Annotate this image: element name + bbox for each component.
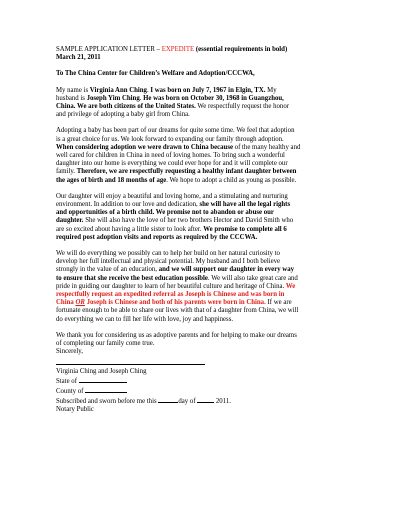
text-run: Therefore, we are respectfully requesting a healthy infant daughter between bbox=[76, 168, 297, 176]
text-line bbox=[56, 177, 344, 185]
text-run: strongly in the value of an education, bbox=[56, 266, 159, 274]
text-run: He was born on October 30, 1968 in Guangzhou, bbox=[143, 94, 284, 102]
text-run: of completing our family come true. bbox=[56, 340, 155, 348]
text-run: . We hope to adopt a child as young as possible. bbox=[166, 176, 297, 184]
text-line bbox=[56, 226, 344, 234]
text-run: We will do everything we possibly can to help her build on her natural curiosity to bbox=[56, 250, 280, 258]
text-run: (essential requirements in bold) bbox=[194, 46, 288, 53]
text-line bbox=[56, 283, 344, 291]
notary-public-label bbox=[56, 406, 344, 414]
paragraph-adoption-dream bbox=[56, 127, 344, 184]
text-run: We bbox=[285, 282, 296, 290]
text-line bbox=[56, 258, 344, 266]
text-run: State of bbox=[56, 377, 79, 385]
text-run: SAMPLE APPLICATION LETTER – bbox=[56, 46, 162, 53]
text-run: County of bbox=[56, 387, 86, 395]
text-run: husband is bbox=[56, 94, 87, 102]
sign-off bbox=[56, 348, 344, 356]
text-run: If we are bbox=[265, 299, 292, 307]
text-line bbox=[56, 87, 344, 95]
text-run: My name is bbox=[56, 86, 90, 94]
text-run: Joseph is Chinese and both of his parents were born in China. bbox=[84, 299, 266, 307]
text-line bbox=[56, 193, 344, 201]
text-line bbox=[56, 95, 344, 103]
text-run: family. bbox=[56, 168, 77, 176]
letter-title bbox=[56, 46, 344, 54]
paragraph-home bbox=[56, 193, 344, 242]
text-line bbox=[56, 127, 344, 135]
text-run: We respectfully request the honor bbox=[195, 103, 289, 111]
text-run: Sincerely, bbox=[56, 348, 83, 356]
notary-block bbox=[56, 368, 344, 415]
expedite-label: EXPEDITE bbox=[161, 46, 195, 53]
text-line bbox=[56, 299, 344, 307]
month-blank[interactable] bbox=[197, 396, 214, 403]
text-line bbox=[56, 201, 344, 209]
text-run: daughter. bbox=[56, 217, 84, 225]
text-line bbox=[56, 217, 344, 225]
text-run: to ensure that she receive the best education possible bbox=[56, 274, 208, 282]
text-run: develop her full intellectual and physical potential. My husband and I both believe bbox=[56, 258, 281, 266]
text-run: 2011. bbox=[214, 398, 231, 406]
text-run: the ages of birth and 18 months of age bbox=[56, 176, 167, 184]
text-run: Subscribed and sworn before me this bbox=[56, 398, 159, 406]
text-line bbox=[56, 168, 344, 176]
county-blank[interactable] bbox=[85, 386, 127, 393]
paragraph-education bbox=[56, 250, 344, 324]
sworn-line bbox=[56, 396, 344, 406]
paragraph-intro bbox=[56, 87, 344, 120]
text-run: She will also have the love of her two brothers Hector and David Smith who bbox=[83, 217, 294, 225]
text-run: are so excited about having a little sister to look after. bbox=[56, 225, 204, 233]
letter-date bbox=[56, 54, 344, 62]
text-run: Joseph Yim Ching bbox=[86, 94, 140, 102]
paragraph-closing bbox=[56, 332, 344, 357]
text-run: is a great choice for us. We look forward to expanding our family through adoption. bbox=[56, 135, 284, 143]
text-run: Our daughter will enjoy a beautiful and loving home, and a stimulating and nurturing bbox=[56, 192, 288, 200]
text-run: To The China Center for Children’s Welfare and Adoption/CCCWA, bbox=[56, 70, 255, 78]
state-field bbox=[56, 376, 344, 386]
text-run: When considering adoption we were drawn to China because bbox=[56, 143, 233, 151]
text-line bbox=[56, 250, 344, 258]
text-run: My bbox=[265, 86, 277, 94]
text-run: China bbox=[56, 299, 76, 307]
text-run: daughter into our home is everything we could ever hope for and it will complete our bbox=[56, 160, 288, 168]
text-run: . bbox=[146, 86, 151, 94]
text-run: environment. In addition to our love and dedication, bbox=[56, 201, 200, 209]
county-field bbox=[56, 386, 344, 396]
text-run: Notary Public bbox=[56, 406, 94, 414]
text-run: she will have all the legal rights bbox=[199, 201, 291, 209]
state-blank[interactable] bbox=[79, 376, 127, 383]
text-line bbox=[56, 332, 344, 340]
or-emphasis: OR bbox=[75, 299, 85, 307]
text-line bbox=[56, 340, 344, 348]
text-run: fortunate enough to be able to share our lives with that of a daughter from China, we will bbox=[56, 307, 299, 315]
text-line bbox=[56, 103, 344, 111]
signature-line[interactable] bbox=[56, 364, 205, 365]
text-run: day of bbox=[178, 398, 198, 406]
text-run: Virginia Ann Ching bbox=[89, 86, 147, 94]
text-line bbox=[56, 209, 344, 217]
text-line bbox=[56, 266, 344, 274]
text-run: and opportunities of a birth child. We promise not to abandon or abuse our bbox=[56, 209, 274, 217]
text-line bbox=[56, 234, 344, 242]
text-run: . bbox=[139, 94, 144, 102]
day-blank[interactable] bbox=[158, 396, 178, 403]
text-run: Virginia Ching and Joseph Ching bbox=[56, 367, 147, 375]
text-run: I was born on July 7, 1967 in Elgin, TX. bbox=[150, 86, 266, 94]
text-run: China. We are both citizens of the United States. bbox=[56, 103, 196, 111]
text-run: required post adoption visits and reports as required by the CCCWA. bbox=[56, 233, 258, 241]
text-run: pride in guiding our daughter to learn of her beautiful culture and heritage of China. bbox=[56, 282, 286, 290]
signer-names bbox=[56, 368, 344, 376]
text-line bbox=[56, 111, 344, 119]
text-run: and we will support our daughter in every way bbox=[158, 266, 295, 274]
text-line bbox=[56, 152, 344, 160]
text-run: March 21, 2011 bbox=[56, 54, 101, 62]
text-line bbox=[56, 275, 344, 283]
text-line bbox=[56, 291, 344, 299]
text-run: of the many healthy and bbox=[232, 143, 301, 151]
text-line bbox=[56, 316, 344, 324]
text-line bbox=[56, 307, 344, 315]
text-run: Adopting a baby has been part of our dreams for quite some time. We feel that adoption bbox=[56, 127, 295, 135]
text-run: We promise to complete all 6 bbox=[203, 225, 287, 233]
text-run: We thank you for considering us as adoptive parents and for helping to make our dreams bbox=[56, 331, 297, 339]
text-line bbox=[56, 144, 344, 152]
text-line bbox=[56, 160, 344, 168]
text-line bbox=[56, 136, 344, 144]
text-run: . We will also take great care and bbox=[207, 274, 298, 282]
salutation bbox=[56, 70, 344, 78]
text-run: and privilege of adopting a baby girl from China. bbox=[56, 111, 190, 119]
text-run: do everything we can to fill her life with love, joy and happiness. bbox=[56, 315, 234, 323]
text-run: well cared for children in China in need of loving homes. To bring such a wonderful bbox=[56, 152, 285, 160]
text-run: respectfully request an expedited referral as Joseph is Chinese and was born in bbox=[56, 291, 285, 299]
